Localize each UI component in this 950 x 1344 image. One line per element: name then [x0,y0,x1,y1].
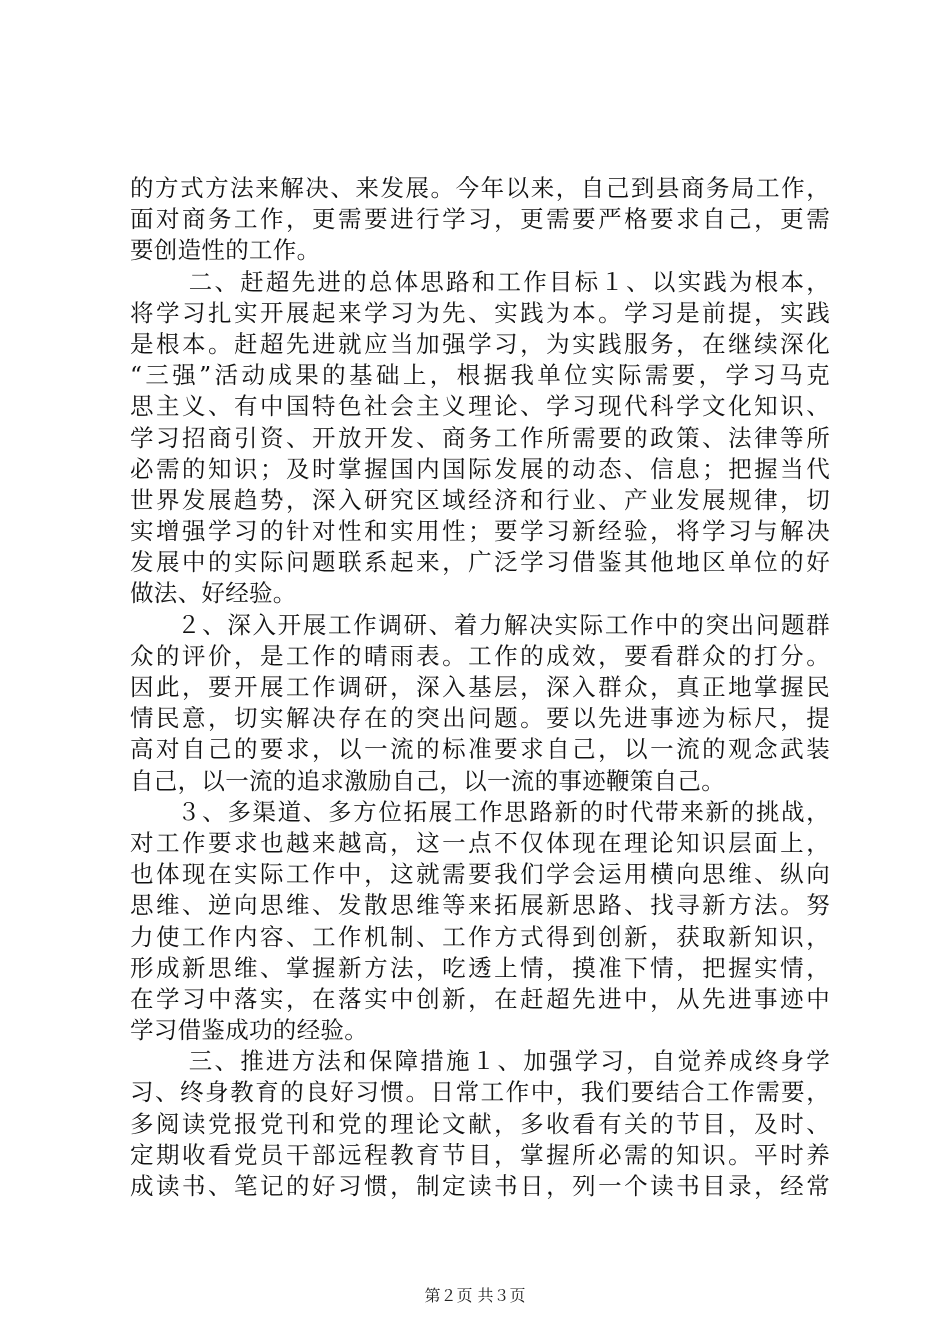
text-line: 自己，以一流的追求激励自己，以一流的事迹鞭策自己。 [130,766,725,795]
text-line: 高对自己的要求，以一流的标准要求自己，以一流的观念武装 [130,735,830,764]
text-line: 对工作要求也越来越高，这一点不仅体现在理论知识层面上， [130,828,830,857]
text-line: “三强”活动成果的基础上，根据我单位实际需要，学习马克 [130,361,830,390]
text-line: 三、推进方法和保障措施１、加强学习，自觉养成终身学 [188,1047,830,1076]
text-line: 在学习中落实，在落实中创新，在赶超先进中，从先进事迹中 [130,984,830,1013]
text-line: 要创造性的工作。 [130,236,321,265]
text-line: 思维、逆向思维、发散思维等来拓展新思路、找寻新方法。努 [130,891,830,920]
text-line: 学习招商引资、开放开发、商务工作所需要的政策、法律等所 [130,423,830,452]
text-line: 二、赶超先进的总体思路和工作目标１、以实践为根本， [188,267,830,296]
text-line: 的方式方法来解决、来发展。今年以来，自己到县商务局工作， [130,174,830,202]
text-line: ２、深入开展工作调研、着力解决实际工作中的突出问题群 [177,610,830,639]
text-line: 众的评价，是工作的晴雨表。工作的成效，要看群众的打分。 [130,641,830,670]
text-line: 习、终身教育的良好习惯。日常工作中，我们要结合工作需要， [130,1078,830,1107]
text-line: 成读书、笔记的好习惯，制定读书日，列一个读书目录，经常 [130,1172,830,1200]
text-line: 定期收看党员干部远程教育节目，掌握所必需的知识。平时养 [130,1140,830,1169]
text-line: 思主义、有中国特色社会主义理论、学习现代科学文化知识、 [130,392,830,421]
text-line: 做法、好经验。 [130,579,297,608]
text-line: 学习借鉴成功的经验。 [130,1016,368,1045]
text-line: 形成新思维、掌握新方法，吃透上情，摸准下情，把握实情， [130,953,830,982]
text-line: 实增强学习的针对性和实用性；要学习新经验，将学习与解决 [130,517,830,546]
text-line: 多阅读党报党刊和党的理论文献，多收看有关的节目，及时、 [130,1109,830,1138]
text-line: 也体现在实际工作中，这就需要我们学会运用横向思维、纵向 [130,860,830,889]
text-line: 情民意，切实解决存在的突出问题。要以先进事迹为标尺，提 [130,704,830,733]
text-line: ３、多渠道、多方位拓展工作思路新的时代带来新的挑战， [177,797,830,826]
text-line: 面对商务工作，更需要进行学习，更需要严格要求自己，更需 [130,205,830,234]
text-line: 是根本。赶超先进就应当加强学习，为实践服务，在继续深化 [130,329,830,358]
text-line: 世界发展趋势，深入研究区域经济和行业、产业发展规律，切 [130,485,830,514]
text-line: 必需的知识；及时掌握国内国际发展的动态、信息；把握当代 [130,454,830,483]
page-number-footer: 第２页 共３页 [424,1286,526,1305]
body-text [130,173,830,1202]
text-line: 力使工作内容、工作机制、工作方式得到创新，获取新知识， [130,922,830,951]
text-line: 将学习扎实开展起来学习为先、实践为本。学习是前提，实践 [130,298,830,327]
text-line: 因此，要开展工作调研，深入基层，深入群众，真正地掌握民 [130,673,830,701]
text-line: 发展中的实际问题联系起来，广泛学习借鉴其他地区单位的好 [130,548,830,577]
